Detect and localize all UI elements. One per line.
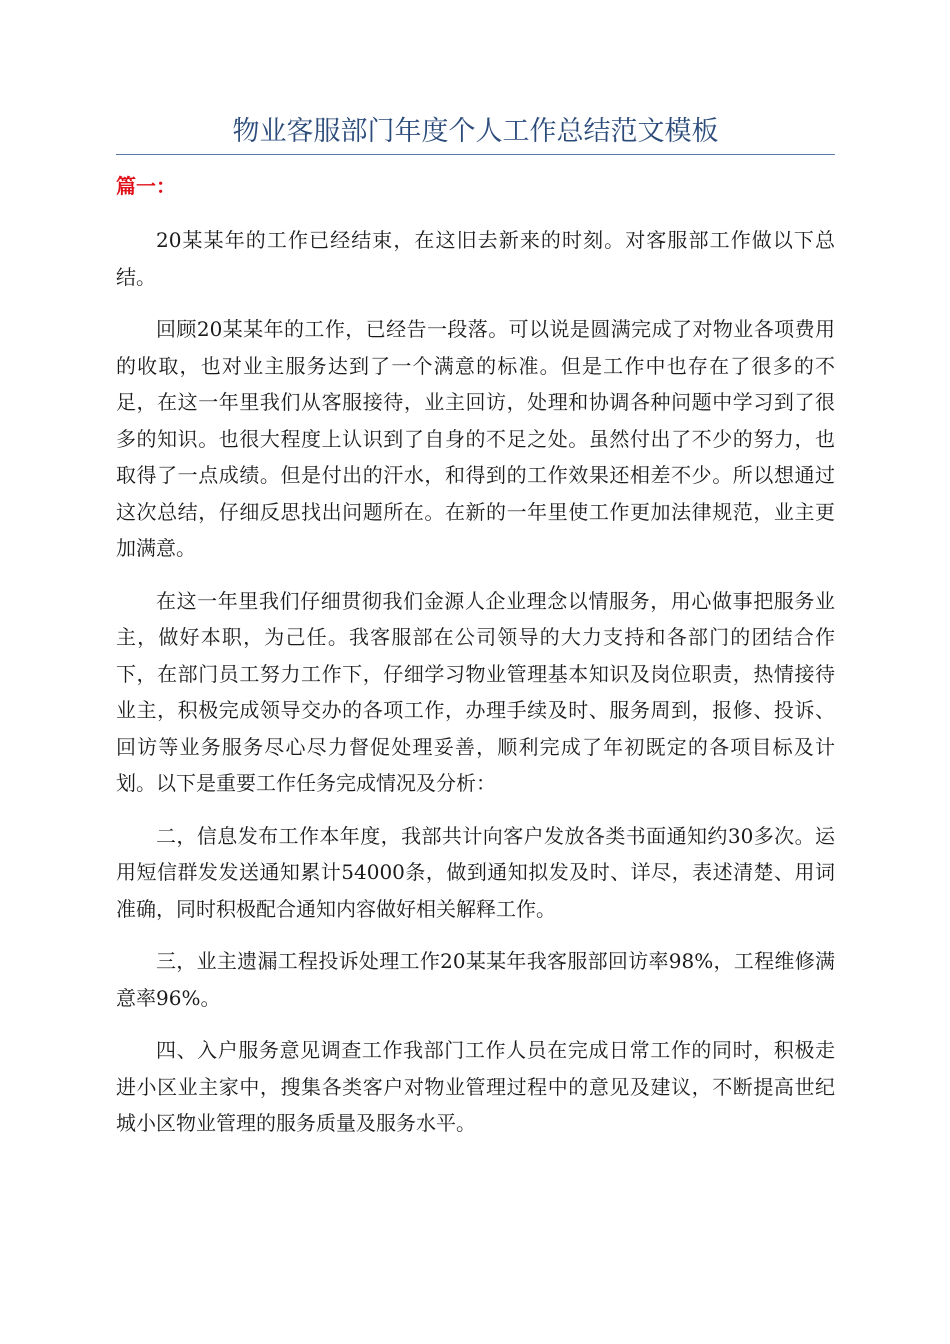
document-page bbox=[116, 0, 835, 1142]
section-heading: 篇一： bbox=[116, 174, 176, 198]
paragraph-philosophy: 在这一年里我们仔细贯彻我们金源人企业理念以情服务，用心做事把服务业主，做好本职，为己任。我客服部在公司领导的大力支持和各部门的团结合作下，在部门员工努力工作下，仔细学习物业管理基本知识及岗位职责，热情接待业主，积极完成领导交办的各项工作，办理手续及时、服务周到，报修、投诉、回访等业务服务尽心尽力督促处理妥善，顺利完成了年初既定的各项目标及计划。以下是重要工作任务完成情况及分析： bbox=[116, 588, 835, 795]
paragraph-intro: 20某某年的工作已经结束，在这旧去新来的时刻。对客服部工作做以下总结。 bbox=[116, 228, 835, 289]
paragraph-complaints: 三，业主遗漏工程投诉处理工作20某某年我客服部回访率98%，工程维修满意率96%。 bbox=[116, 949, 835, 1010]
paragraph-info-release: 二，信息发布工作本年度，我部共计向客户发放各类书面通知约30多次。运用短信群发发送通知累计54000条，做到通知拟发及时、详尽，表述清楚、用词准确，同时积极配合通知内容做好相关解释工作。 bbox=[116, 823, 835, 921]
paragraph-review: 回顾20某某年的工作，已经告一段落。可以说是圆满完成了对物业各项费用的收取，也对业主服务达到了一个满意的标准。但是工作中也存在了很多的不足，在这一年里我们从客服接待，业主回访，处理和协调各种问题中学习到了很多的知识。也很大程度上认识到了自身的不足之处。虽然付出了不少的努力，也取得了一点成绩。但是付出的汗水，和得到的工作效果还相差不少。所以想通过这次总结，仔细反思找出问题所在。在新的一年里使工作更加法律规范，业主更加满意。 bbox=[116, 317, 835, 560]
title-underline bbox=[116, 154, 835, 155]
document-title: 物业客服部门年度个人工作总结范文模板 bbox=[232, 116, 719, 147]
paragraph-survey: 四、入户服务意见调查工作我部门工作人员在完成日常工作的同时，积极走进小区业主家中，搜集各类客户对物业管理过程中的意见及建议，不断提高世纪城小区物业管理的服务质量及服务水平。 bbox=[116, 1038, 835, 1135]
